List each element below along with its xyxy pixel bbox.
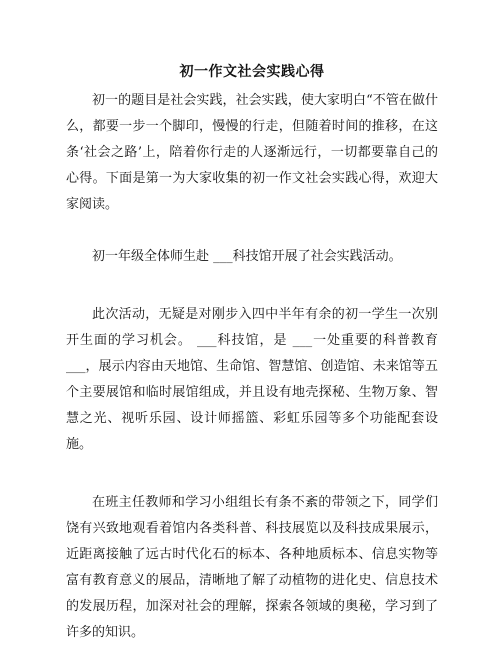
paragraph-visit: 在班主任教师和学习小组组长有条不紊的带领之下，同学们饶有兴致地观看着馆内各类科普、科技展览以及科技成果展示，近距离接触了远古时代化石的标本、各种地质标本、信息实物等富有教育意义的展品，清晰地了解了动植物的进化史、信息技术的发展历程，加深对社会的理解，探索各领域的奥秘，学习到了许多的知识。	[66, 495, 438, 640]
paragraph-activity: 初一年级全体师生赴 ___科技馆开展了社会实践活动。	[92, 249, 402, 264]
paragraph-spacer	[66, 270, 438, 302]
paragraph-spacer	[66, 458, 438, 490]
document-title: 初一作文社会实践心得	[179, 64, 325, 80]
paragraph-intro: 初一的题目是社会实践，社会实践，使大家明白“不管在做什么，都要一步一个脚印，慢慢的行走，但随着时间的推移，在这条‘社会之路’上，陪着你行走的人逐渐远行，一切都要靠自己的心得。下面是第一为大家收集的初一作文社会实践心得，欢迎大家阅读。	[66, 93, 438, 212]
paragraph-spacer	[66, 218, 438, 244]
paragraph-museum: 此次活动，无疑是对刚步入四中半年有余的初一学生一次别开生面的学习机会。 ___科技馆，是 ___一处重要的科普教育 ___，展示内容由天地馆、生命馆、智慧馆、创造馆、未来馆等五个主要展馆和临时展馆组成，并且设有地壳探秘、生物万象、智慧之光、视听乐园、设计师摇篮、彩虹乐园等多个功能配套设施。	[66, 307, 438, 452]
